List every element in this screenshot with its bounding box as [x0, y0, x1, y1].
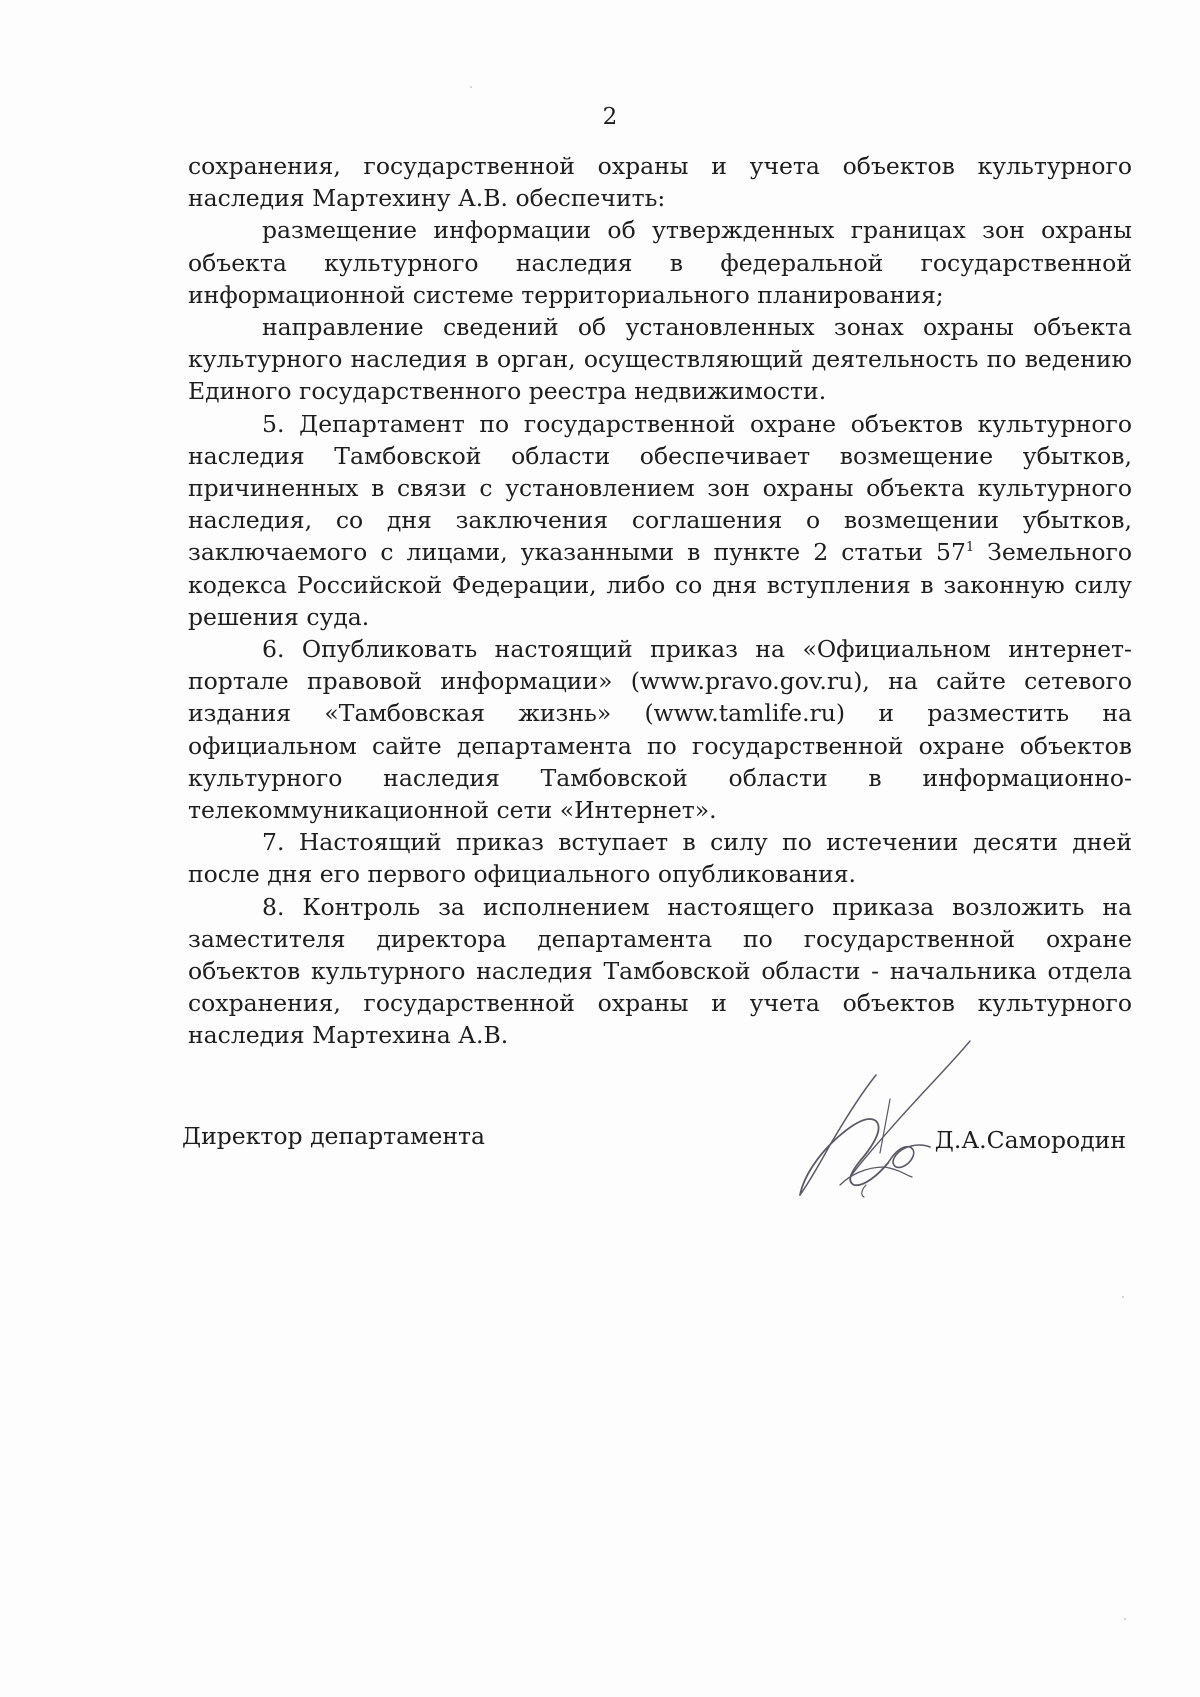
paragraph-intro-continuation: сохранения, государственной охраны и учета объектов культурного наследия Мартехину А.В. обеспечить: — [188, 152, 1132, 213]
paragraph-item-5 — [188, 408, 1132, 633]
paragraph-placement-info: размещение информации об утвержденных границах зон охраны объекта культурного наследия в федеральной государственной информационной системе территориального планирования; — [188, 216, 1132, 309]
scan-speck — [1124, 1618, 1126, 1620]
paragraph-item-7: 7. Настоящий приказ вступает в силу по истечении десяти дней после дня его первого официального опубликования. — [188, 828, 1132, 889]
paragraph-item-6: 6. Опубликовать настоящий приказ на «Официальном интернет-портале правовой информации» (www.pravo.gov.ru), на сайте сетевого издания «Тамбовская жизнь» (www.tamlife.ru) и разместить на официальном сайте департамента по государственной охране объектов культурного наследия Тамбовской области в информационно-телекоммуникационной сети «Интернет». — [188, 635, 1132, 825]
article-superscript: 1 — [965, 540, 975, 556]
scan-speck — [1122, 1296, 1124, 1298]
paragraph-item-8: 8. Контроль за исполнением настоящего приказа возложить на заместителя директора департамента по государственной охране объектов культурного наследия Тамбовской области - начальника отдела сохранения, государственной охраны и учета объектов культурного наследия Мартехина А.В. — [188, 892, 1132, 1050]
item-5-text-start: 5. Департамент по государственной охране объектов культурного наследия Тамбовской области обеспечивает возмещение убытков, причиненных в связи с установлением зон охраны объекта культурного наследия, со дня заключения соглашения о возмещении убытков, заключаемого с лицами, указанными в пункте 2 статьи 57 — [188, 409, 1132, 567]
scan-speck — [470, 86, 472, 88]
page-number: 2 — [602, 104, 618, 130]
item-5-text-end: Земельного кодекса Российской Федерации, либо со дня вступления в законную силу решения суда. — [188, 538, 1132, 631]
document-body — [188, 150, 1132, 1052]
signatory-title: Директор департамента — [182, 1122, 486, 1150]
paragraph-send-registry: направление сведений об установленных зонах охраны объекта культурного наследия в орган, осуществляющий деятельность по ведению Единого государственного реестра недвижимости. — [188, 313, 1132, 406]
signatory-name: Д.А.Самородин — [934, 1126, 1126, 1154]
handwritten-signature — [780, 1035, 1000, 1205]
